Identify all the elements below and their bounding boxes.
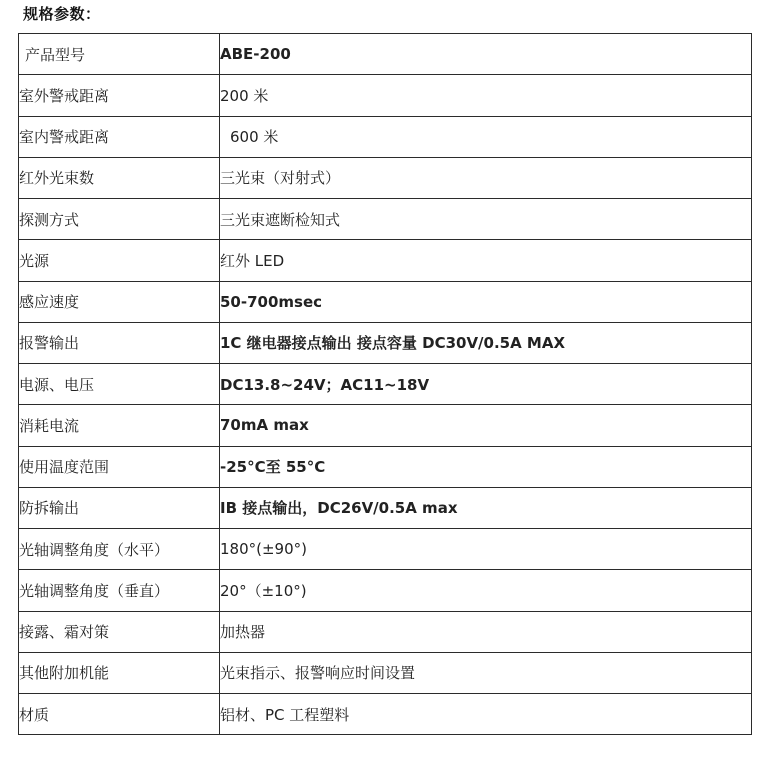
spec-label: 室内警戒距离 [19,116,220,157]
spec-value: 50-700msec [220,281,752,322]
spec-value: 三光束遮断检知式 [220,199,752,240]
spec-value: DC13.8~24V；AC11~18V [220,364,752,405]
spec-label: 使用温度范围 [19,446,220,487]
spec-label: 光源 [19,240,220,281]
table-row [19,116,752,157]
spec-value: 1C 继电器接点输出 接点容量 DC30V/0.5A MAX [220,322,752,363]
spec-label: 消耗电流 [19,405,220,446]
table-row [19,240,752,281]
spec-label: 其他附加机能 [19,652,220,693]
spec-label: 材质 [19,694,220,735]
spec-value: 光束指示、报警响应时间设置 [220,652,752,693]
table-row [19,157,752,198]
table-row [19,364,752,405]
spec-value: 600 米 [220,116,752,157]
table-row [19,281,752,322]
spec-label: 光轴调整角度（水平） [19,529,220,570]
table-row [19,199,752,240]
spec-label: 接露、霜对策 [19,611,220,652]
spec-label: 探测方式 [19,199,220,240]
spec-value: 20°（±10°) [220,570,752,611]
spec-value: ABE-200 [220,34,752,75]
spec-label: 防拆输出 [19,487,220,528]
spec-label: 感应速度 [19,281,220,322]
table-row [19,446,752,487]
spec-label: 光轴调整角度（垂直） [19,570,220,611]
spec-label: 室外警戒距离 [19,75,220,116]
spec-value: -25°C至 55°C [220,446,752,487]
table-row [19,75,752,116]
table-row [19,529,752,570]
spec-value: 70mA max [220,405,752,446]
spec-table [18,33,752,735]
spec-label: 报警输出 [19,322,220,363]
spec-label: 红外光束数 [19,157,220,198]
table-row [19,322,752,363]
spec-value: 加热器 [220,611,752,652]
spec-heading: 规格参数： [23,5,101,23]
table-row [19,611,752,652]
table-row [19,405,752,446]
spec-value: 红外 LED [220,240,752,281]
spec-label: 产品型号 [19,34,220,75]
spec-value: 200 米 [220,75,752,116]
spec-value: 铝材、PC 工程塑料 [220,694,752,735]
table-row [19,694,752,735]
table-row [19,570,752,611]
spec-label: 电源、电压 [19,364,220,405]
table-row [19,652,752,693]
spec-value: IB 接点输出，DC26V/0.5A max [220,487,752,528]
table-row [19,34,752,75]
table-row [19,487,752,528]
spec-value: 180°(±90°) [220,529,752,570]
spec-value: 三光束（对射式） [220,157,752,198]
